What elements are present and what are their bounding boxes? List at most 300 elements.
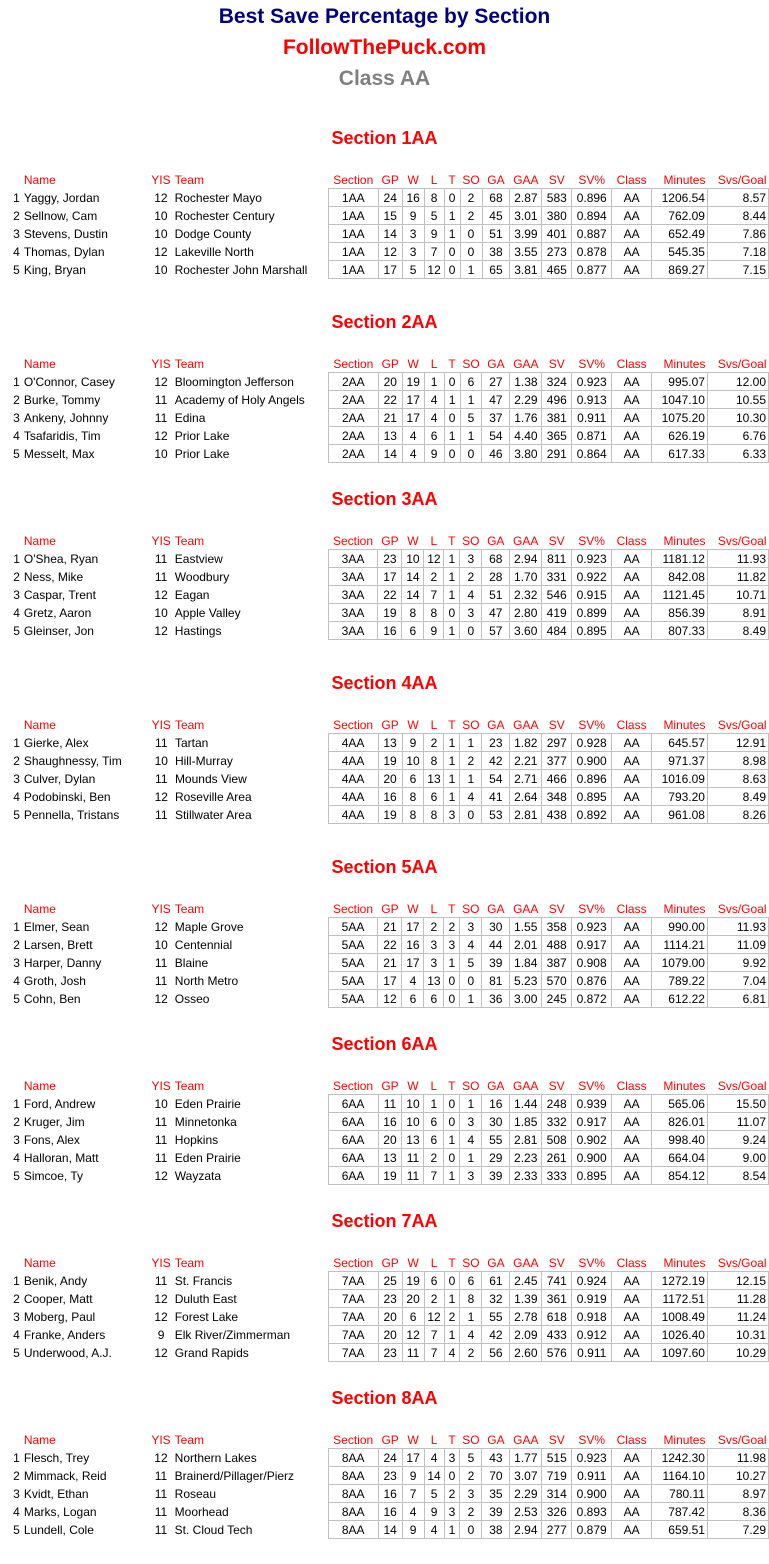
- table-cell: 826.01: [652, 1113, 708, 1131]
- table-row: [0, 604, 769, 622]
- table-cell: 10: [154, 446, 168, 461]
- section-block: [0, 1210, 769, 1387]
- table-row: [0, 189, 769, 207]
- table-cell: 1: [444, 788, 460, 806]
- table-cell: 618: [542, 1308, 572, 1326]
- table-cell: 6: [402, 622, 424, 640]
- table-cell: Underwood, A.J.: [23, 1345, 112, 1360]
- table-cell: 1: [13, 735, 20, 750]
- column-header: Svs/Goal: [717, 357, 767, 371]
- column-header: W: [407, 1256, 419, 1270]
- table-cell: 1206.54: [652, 189, 708, 207]
- table-cell: 0.871: [572, 427, 612, 445]
- table-cell: 5: [424, 207, 444, 225]
- table-cell: 13: [402, 1131, 424, 1149]
- table-cell: 11: [154, 1114, 168, 1129]
- table-cell: 4: [402, 445, 424, 463]
- table-cell: 1: [444, 770, 460, 788]
- column-header: SV%: [578, 534, 605, 548]
- column-header: SO: [462, 1079, 480, 1093]
- column-header: Section: [332, 534, 373, 548]
- table-cell: 14: [402, 568, 424, 586]
- table-cell: 6: [424, 788, 444, 806]
- column-header: Class: [616, 718, 647, 732]
- column-header: GP: [381, 1433, 399, 1447]
- table-cell: 0.876: [572, 972, 612, 990]
- standings-table: [0, 901, 769, 1008]
- table-cell: 0: [444, 1095, 460, 1113]
- table-row: [0, 586, 769, 604]
- column-header: Svs/Goal: [717, 1433, 767, 1447]
- table-cell: 22: [378, 391, 402, 409]
- table-cell: 16: [482, 1095, 510, 1113]
- table-cell: 365: [542, 427, 572, 445]
- table-cell: 57: [482, 622, 510, 640]
- table-cell: 787.42: [652, 1503, 708, 1521]
- column-header: Name: [23, 718, 56, 733]
- table-cell: Mimmack, Reid: [23, 1468, 107, 1483]
- table-cell: Stillwater Area: [174, 807, 252, 822]
- table-cell: 326: [542, 1503, 572, 1521]
- section-block: [0, 488, 769, 665]
- table-cell: 12: [402, 1326, 424, 1344]
- table-cell: Bloomington Jefferson: [174, 374, 294, 389]
- table-cell: 3: [460, 550, 482, 568]
- table-cell: 12: [154, 623, 168, 638]
- table-cell: Fons, Alex: [23, 1132, 80, 1147]
- column-header: L: [430, 534, 438, 548]
- table-cell: King, Bryan: [23, 262, 86, 277]
- table-row: [0, 1095, 769, 1113]
- table-cell: 508: [542, 1131, 572, 1149]
- table-cell: 2: [424, 568, 444, 586]
- table-row: [0, 391, 769, 409]
- table-cell: 6AA: [328, 1131, 378, 1149]
- table-cell: 0: [444, 243, 460, 261]
- rank-header: [0, 1078, 22, 1095]
- table-cell: 11: [402, 1344, 424, 1362]
- column-header: SO: [462, 357, 480, 371]
- table-cell: 869.27: [652, 261, 708, 279]
- table-cell: 2.81: [510, 806, 542, 824]
- table-cell: 16: [378, 1485, 402, 1503]
- table-cell: 17: [378, 261, 402, 279]
- rank-header: [0, 901, 22, 918]
- table-cell: 990.00: [652, 918, 708, 936]
- column-header: Class: [616, 902, 647, 916]
- table-cell: 13: [378, 1149, 402, 1167]
- table-cell: 11: [155, 735, 168, 750]
- table-cell: St. Cloud Tech: [174, 1522, 253, 1537]
- table-cell: 38: [482, 1521, 510, 1539]
- column-header: Svs/Goal: [717, 902, 767, 916]
- table-cell: 15.50: [707, 1095, 768, 1113]
- table-cell: 5: [13, 807, 20, 822]
- table-cell: 12: [154, 1345, 168, 1360]
- table-cell: 0.872: [572, 990, 612, 1008]
- table-cell: 1172.51: [652, 1290, 708, 1308]
- table-cell: 2.64: [510, 788, 542, 806]
- table-cell: 762.09: [652, 207, 708, 225]
- table-cell: 30: [482, 1113, 510, 1131]
- table-cell: 12: [154, 428, 168, 443]
- table-cell: 0: [444, 990, 460, 1008]
- table-cell: 3.00: [510, 990, 542, 1008]
- table-cell: 0.913: [572, 391, 612, 409]
- table-cell: 10.30: [707, 409, 768, 427]
- table-cell: 3: [460, 604, 482, 622]
- column-header: Class: [616, 1433, 647, 1447]
- column-header: GAA: [513, 1256, 539, 1270]
- table-cell: 12: [154, 1450, 168, 1465]
- table-cell: 14: [378, 225, 402, 243]
- table-cell: 1075.20: [652, 409, 708, 427]
- column-header: Name: [23, 1256, 56, 1271]
- table-cell: 3: [13, 226, 20, 241]
- table-cell: 1: [424, 1095, 444, 1113]
- table-cell: Franke, Anders: [23, 1327, 106, 1342]
- table-cell: AA: [612, 990, 652, 1008]
- table-cell: 381: [542, 409, 572, 427]
- table-cell: AA: [612, 1521, 652, 1539]
- table-cell: AA: [612, 373, 652, 391]
- table-cell: 1121.45: [652, 586, 708, 604]
- table-cell: 5: [460, 1449, 482, 1467]
- table-cell: 24: [378, 189, 402, 207]
- table-cell: 0: [460, 243, 482, 261]
- column-header: GAA: [513, 902, 539, 916]
- table-cell: Harper, Danny: [23, 955, 102, 970]
- column-header: Svs/Goal: [717, 1079, 767, 1093]
- table-cell: 11: [154, 1504, 168, 1519]
- table-cell: 5: [13, 991, 20, 1006]
- column-header: Name: [23, 1433, 56, 1448]
- table-cell: 19: [378, 806, 402, 824]
- table-cell: 17: [402, 918, 424, 936]
- table-row: [0, 1485, 769, 1503]
- table-cell: 0.887: [572, 225, 612, 243]
- table-cell: 2: [444, 1308, 460, 1326]
- table-cell: Elmer, Sean: [23, 919, 90, 934]
- table-cell: 16: [378, 788, 402, 806]
- table-cell: 12: [154, 789, 168, 804]
- table-cell: AA: [612, 752, 652, 770]
- table-cell: 780.11: [652, 1485, 708, 1503]
- table-cell: 0.899: [572, 604, 612, 622]
- table-cell: Eastview: [174, 551, 223, 566]
- table-cell: 12: [154, 919, 168, 934]
- table-cell: 41: [482, 788, 510, 806]
- table-cell: Marks, Logan: [23, 1504, 97, 1519]
- column-header: L: [430, 1433, 438, 1447]
- table-cell: Cooper, Matt: [23, 1291, 93, 1306]
- table-cell: 2: [460, 207, 482, 225]
- table-cell: 961.08: [652, 806, 708, 824]
- table-cell: 7: [424, 586, 444, 604]
- table-cell: 4AA: [328, 770, 378, 788]
- table-cell: 2: [13, 208, 20, 223]
- table-cell: St. Francis: [174, 1273, 233, 1288]
- table-cell: 570: [542, 972, 572, 990]
- table-cell: AA: [612, 936, 652, 954]
- table-cell: 4: [460, 586, 482, 604]
- table-cell: 261: [542, 1149, 572, 1167]
- table-cell: Grand Rapids: [174, 1345, 249, 1360]
- table-cell: 496: [542, 391, 572, 409]
- table-row: [0, 445, 769, 463]
- table-cell: 11: [154, 1132, 168, 1147]
- table-cell: 9: [424, 622, 444, 640]
- table-row: [0, 1449, 769, 1467]
- table-cell: 81: [482, 972, 510, 990]
- table-cell: 387: [542, 954, 572, 972]
- table-cell: 9.24: [707, 1131, 768, 1149]
- table-cell: 4: [13, 789, 20, 804]
- column-header: GAA: [513, 1079, 539, 1093]
- table-cell: 1: [444, 1167, 460, 1185]
- table-cell: 16: [378, 1503, 402, 1521]
- table-cell: 2: [460, 752, 482, 770]
- column-header: Name: [23, 357, 56, 372]
- table-cell: 70: [482, 1467, 510, 1485]
- table-cell: 9: [424, 445, 444, 463]
- table-cell: 9.00: [707, 1149, 768, 1167]
- table-cell: 19: [402, 373, 424, 391]
- table-cell: 8: [424, 604, 444, 622]
- table-cell: Centennial: [174, 937, 233, 952]
- table-cell: 11.93: [707, 918, 768, 936]
- table-cell: 4: [424, 391, 444, 409]
- table-cell: Hastings: [174, 623, 222, 638]
- column-header: Name: [23, 1079, 56, 1094]
- table-cell: 19: [378, 752, 402, 770]
- table-row: [0, 427, 769, 445]
- table-cell: AA: [612, 427, 652, 445]
- table-cell: 54: [482, 770, 510, 788]
- table-cell: 8.26: [707, 806, 768, 824]
- table-cell: 0.915: [572, 586, 612, 604]
- column-header: Class: [616, 534, 647, 548]
- table-cell: 5: [13, 1345, 20, 1360]
- table-cell: 2: [460, 1503, 482, 1521]
- table-cell: Yaggy, Jordan: [23, 190, 100, 205]
- table-cell: 3: [460, 1113, 482, 1131]
- table-cell: 8.49: [707, 622, 768, 640]
- table-cell: 6AA: [328, 1149, 378, 1167]
- table-cell: 7: [424, 1326, 444, 1344]
- column-header: T: [448, 534, 456, 548]
- column-header: YIS: [151, 902, 171, 917]
- column-header: L: [430, 718, 438, 732]
- table-cell: 14: [424, 1467, 444, 1485]
- column-header: GA: [487, 1079, 505, 1093]
- table-cell: 3.80: [510, 445, 542, 463]
- table-cell: 10: [402, 752, 424, 770]
- table-cell: 4: [444, 1344, 460, 1362]
- rank-header: [0, 356, 22, 373]
- table-cell: 5: [460, 409, 482, 427]
- table-cell: AA: [612, 1485, 652, 1503]
- table-cell: 9: [424, 225, 444, 243]
- table-cell: 0.908: [572, 954, 612, 972]
- table-cell: 3.07: [510, 1467, 542, 1485]
- table-row: [0, 918, 769, 936]
- column-header: L: [430, 1079, 438, 1093]
- table-cell: 4AA: [328, 734, 378, 752]
- column-header: SV: [548, 1256, 565, 1270]
- column-header: SV%: [578, 1256, 606, 1270]
- table-cell: 1026.40: [652, 1326, 708, 1344]
- table-cell: 0.919: [572, 1290, 612, 1308]
- table-cell: 20: [378, 373, 402, 391]
- table-cell: 377: [542, 752, 572, 770]
- column-header: Team: [174, 534, 205, 549]
- table-cell: Eden Prairie: [174, 1150, 241, 1165]
- table-cell: 3.60: [510, 622, 542, 640]
- table-row: [0, 752, 769, 770]
- table-cell: 1: [444, 752, 460, 770]
- table-cell: AA: [612, 1344, 652, 1362]
- table-cell: 2.29: [510, 391, 542, 409]
- table-cell: 9: [402, 1521, 424, 1539]
- table-cell: 8.44: [707, 207, 768, 225]
- table-cell: 0.893: [572, 1503, 612, 1521]
- table-cell: 44: [482, 936, 510, 954]
- table-cell: 8: [424, 752, 444, 770]
- column-header: YIS: [151, 534, 171, 549]
- column-header: GP: [381, 357, 399, 371]
- table-cell: 4: [424, 409, 444, 427]
- table-cell: 1: [13, 919, 20, 934]
- table-cell: 8: [402, 806, 424, 824]
- column-header: Section: [333, 357, 374, 371]
- table-cell: 2.71: [510, 770, 542, 788]
- table-cell: 1: [444, 207, 460, 225]
- table-cell: 20: [402, 1290, 424, 1308]
- table-cell: Maple Grove: [174, 919, 244, 934]
- column-header: GA: [487, 173, 505, 187]
- table-cell: 4: [13, 1150, 20, 1165]
- table-cell: 6: [402, 770, 424, 788]
- table-cell: 1114.21: [652, 936, 708, 954]
- table-cell: 0: [444, 189, 460, 207]
- column-header: SV%: [578, 173, 606, 187]
- table-cell: 466: [542, 770, 572, 788]
- table-cell: 9: [402, 1467, 424, 1485]
- table-cell: 1008.49: [652, 1308, 708, 1326]
- table-cell: 0.939: [572, 1095, 612, 1113]
- column-header: L: [430, 1256, 438, 1270]
- table-cell: AA: [612, 1272, 652, 1290]
- table-cell: 5: [13, 1522, 20, 1537]
- table-cell: 565.06: [652, 1095, 708, 1113]
- table-cell: AA: [612, 622, 652, 640]
- table-cell: 13: [378, 427, 402, 445]
- table-cell: AA: [612, 568, 652, 586]
- table-cell: 13: [378, 734, 402, 752]
- column-header: L: [430, 357, 438, 371]
- table-cell: 659.51: [652, 1521, 708, 1539]
- table-cell: 2: [13, 1291, 20, 1306]
- table-cell: 10.29: [707, 1344, 768, 1362]
- table-cell: 0.895: [572, 1167, 612, 1185]
- table-cell: 1.38: [510, 373, 542, 391]
- section-title: Section 6AA: [331, 1034, 438, 1054]
- table-cell: 1: [444, 391, 460, 409]
- table-cell: 17: [402, 1449, 424, 1467]
- column-header: T: [448, 1079, 456, 1093]
- table-cell: 6AA: [328, 1167, 378, 1185]
- table-cell: 11: [154, 569, 168, 584]
- table-cell: Benik, Andy: [23, 1273, 88, 1288]
- table-cell: 12.15: [707, 1272, 768, 1290]
- section-block: [0, 672, 769, 849]
- column-header: Section: [333, 1433, 374, 1447]
- table-cell: 1.55: [510, 918, 542, 936]
- table-cell: 576: [542, 1344, 572, 1362]
- table-cell: 789.22: [652, 972, 708, 990]
- table-cell: 11: [402, 1167, 424, 1185]
- table-cell: 3: [424, 954, 444, 972]
- table-cell: 1: [444, 954, 460, 972]
- table-cell: 2: [13, 1114, 20, 1129]
- site-name: FollowThePuck.com: [282, 36, 487, 59]
- table-cell: 4: [13, 1327, 20, 1342]
- table-row: [0, 373, 769, 391]
- table-cell: 856.39: [652, 604, 708, 622]
- table-cell: 21: [378, 409, 402, 427]
- table-cell: 4AA: [328, 788, 378, 806]
- table-cell: 1: [460, 427, 482, 445]
- table-cell: Roseau: [174, 1486, 217, 1501]
- table-cell: 6: [424, 427, 444, 445]
- table-cell: 11: [154, 955, 168, 970]
- table-cell: 4: [13, 428, 20, 443]
- table-cell: 0: [444, 1149, 460, 1167]
- table-cell: 17: [402, 409, 424, 427]
- table-cell: 793.20: [652, 788, 708, 806]
- table-cell: 3: [444, 1449, 460, 1467]
- table-cell: 10: [154, 226, 168, 241]
- column-header: GP: [381, 534, 399, 548]
- section-title: Section 1AA: [331, 128, 438, 148]
- table-cell: 583: [542, 189, 572, 207]
- table-cell: 7.04: [707, 972, 768, 990]
- column-header: GAA: [513, 534, 539, 548]
- table-cell: 11.07: [707, 1113, 768, 1131]
- table-cell: 65: [482, 261, 510, 279]
- table-cell: Ford, Andrew: [23, 1096, 96, 1111]
- table-cell: 1: [460, 734, 482, 752]
- table-cell: 0.896: [572, 770, 612, 788]
- standings-table: [0, 172, 769, 279]
- column-header: Name: [23, 534, 56, 549]
- rank-header: [0, 1255, 22, 1272]
- table-cell: 3AA: [328, 586, 378, 604]
- table-row: [0, 972, 769, 990]
- table-cell: 8.36: [707, 1503, 768, 1521]
- column-header: T: [448, 357, 456, 371]
- table-cell: 2.32: [510, 586, 542, 604]
- table-cell: 11.93: [707, 550, 768, 568]
- table-row: [0, 1467, 769, 1485]
- table-row: [0, 1113, 769, 1131]
- table-cell: AA: [612, 806, 652, 824]
- table-cell: 7AA: [328, 1344, 378, 1362]
- column-header: SV: [548, 1079, 565, 1093]
- table-cell: Groth, Josh: [23, 973, 86, 988]
- rank-header: [0, 172, 22, 189]
